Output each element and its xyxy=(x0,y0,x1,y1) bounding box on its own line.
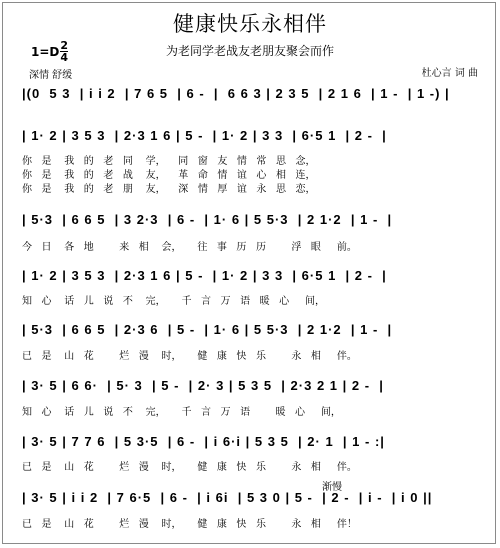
song-title: 健康快乐永相伴 xyxy=(173,12,327,36)
notation-row-3: | 1· 2 | 3 5 3 | 2·3 1 6 | 5 - | 1· 2 | 3 3 | 6·5 1 | 2 - | xyxy=(22,268,387,283)
song-subtitle: 为老同学老战友老朋友聚会而作 xyxy=(165,44,334,58)
lyric-line: 你 是 我 的 老 战 友， 革 命 情 谊 心 相 连， xyxy=(22,170,316,181)
lyric-line: 你 是 我 的 老 朋 友， 深 情 厚 谊 永 思 恋， xyxy=(22,184,316,195)
lyric-line: 已 是 山 花 烂 漫 时， 健 康 快 乐 永 相 伴。 xyxy=(22,351,357,362)
notation-row-1: | 1· 2 | 3 5 3 | 2·3 1 6 | 5 - | 1· 2 | 3 3 | 6·5 1 | 2 - | xyxy=(22,128,387,143)
key-label: 1=D xyxy=(31,44,60,59)
time-top: 2 xyxy=(60,39,69,52)
notation-row-intro: |(0 5 3 | i i 2 | 7 6 5 | 6 - | 6 6 3 | 2 3 5 | 2 1 6 | 1 - | 1 -) | xyxy=(22,86,450,101)
lyric-line: 今 日 各 地 来 相 会， 往 事 历 历 浮 眼 前。 xyxy=(22,242,357,253)
lyric-line: 你 是 我 的 老 同 学， 同 窗 友 情 常 思 念， xyxy=(22,156,316,167)
tempo-marking: 深情 舒缓 xyxy=(29,70,73,81)
lyric-line: 已 是 山 花 烂 漫 时， 健 康 快 乐 永 相 伴。 xyxy=(22,462,357,473)
lyric-line: 已 是 山 花 烂 漫 时， 健 康 快 乐 永 相 伴！ xyxy=(22,519,357,530)
lyric-line: 知 心 话 儿 说 不 完， 千 言 万 语 暖 心 间， xyxy=(22,407,341,418)
time-bottom: 4 xyxy=(60,51,69,64)
notation-row-2: | 5·3 | 6 6 5 | 3 2·3 | 6 - | 1· 6 | 5 5·3 | 2 1·2 | 1 - | xyxy=(22,212,393,227)
notation-row-5: | 3· 5 | 6 6· | 5· 3 | 5 - | 2· 3 | 5 3 5 | 2·3 2 1 | 2 - | xyxy=(22,378,384,393)
composer-credit: 杜心言 词 曲 xyxy=(421,68,478,79)
ritardando-mark: 渐慢 xyxy=(322,482,342,493)
notation-row-7: | 3· 5 | i i 2 | 7 6·5 | 6 - | i 6i | 5 3 0 | 5 - | 2 - | i - | i 0 || xyxy=(22,490,433,505)
notation-row-6: | 3· 5 | 7 7 6 | 5 3·5 | 6 - | i 6·i | 5 3 5 | 2· 1 | 1 - :| xyxy=(22,434,385,449)
notation-row-4: | 5·3 | 6 6 5 | 2·3 6 | 5 - | 1· 6 | 5 5·3 | 2 1·2 | 1 - | xyxy=(22,322,393,337)
lyric-line: 知 心 话 儿 说 不 完， 千 言 万 语 暖 心 间， xyxy=(22,296,326,307)
